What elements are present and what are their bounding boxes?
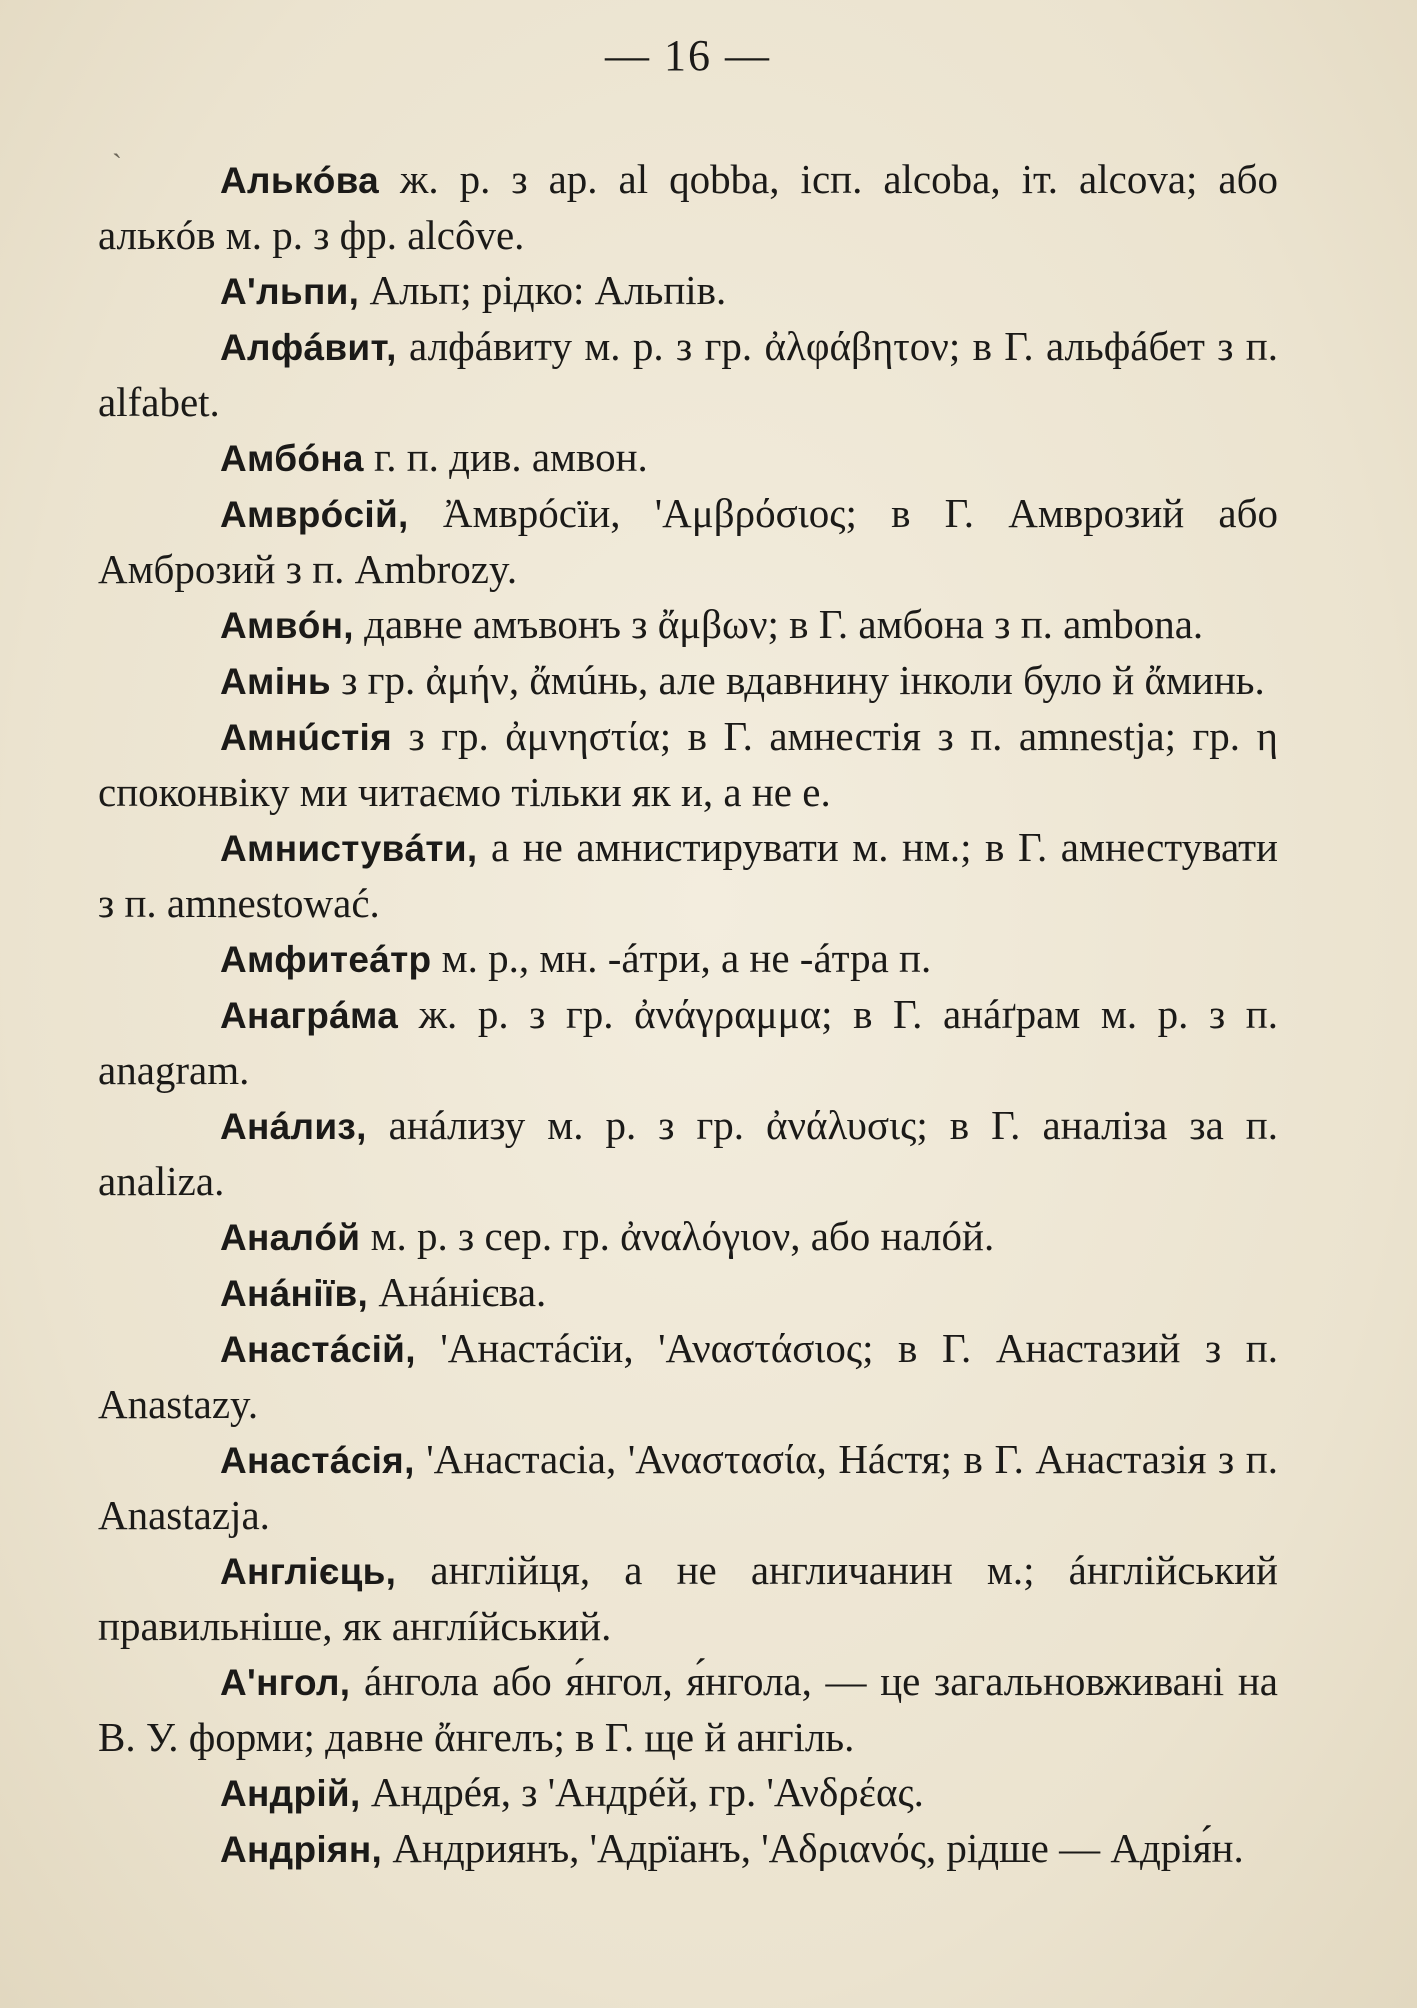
dictionary-entry — [98, 319, 1278, 430]
entry-list — [98, 152, 1278, 1877]
entry-headword: Алфáвит, — [220, 327, 397, 368]
entry-definition: ж. р. з гр. ἀνάγραμμα; в Г. анáґрам м. р. з п. anagram. — [98, 991, 1278, 1093]
entry-headword: Анастáсія, — [220, 1440, 415, 1481]
entry-headword: Амбóна — [220, 438, 364, 479]
dictionary-entry — [98, 653, 1278, 709]
dictionary-entry — [98, 1321, 1278, 1432]
entry-definition: Андрéя, з 'Андрéй, гр. 'Ανδρέας. — [360, 1769, 924, 1815]
entry-definition: Ἀмврóсїи, 'Αμβρόσιος; в Г. Амврозий або Амброзий з п. Ambrozy. — [98, 490, 1278, 592]
entry-definition: Анáнієва. — [368, 1269, 547, 1315]
entry-headword: Амвóн, — [220, 605, 354, 646]
entry-headword: Анáніїв, — [220, 1273, 369, 1314]
entry-headword: Амнúстія — [220, 717, 393, 758]
entry-definition: Андриянъ, 'Адрïанъ, 'Αδριανός, рідше — Адрія́н. — [382, 1825, 1244, 1871]
entry-headword: Алькóва — [220, 160, 380, 201]
entry-definition: 'Анастасіа, 'Αναστασία, Нáстя; в Г. Анастазія з п. Anastazja. — [98, 1436, 1278, 1538]
entry-headword: Анастáсій, — [220, 1329, 416, 1370]
dictionary-entry — [98, 1209, 1278, 1265]
dictionary-entry — [98, 597, 1278, 653]
entry-definition: з гр. ἀμνηστία; в Г. амнестія з п. amnestja; гр. η споконвіку ми читаємо тільки як и, а не е. — [98, 713, 1278, 815]
entry-headword: Амфитеáтр — [220, 939, 432, 980]
entry-headword: Аналóй — [220, 1217, 361, 1258]
entry-headword: Амінь — [220, 661, 331, 702]
entry-headword: Амврóсій, — [220, 494, 409, 535]
margin-mark: ` — [112, 148, 122, 181]
entry-definition: давне амъвонъ з ἄμβων; в Г. амбона з п. ambona. — [353, 601, 1204, 647]
dictionary-entry — [98, 709, 1278, 820]
entry-definition: англійця, а не англичанин м.; áнглійський правильніше, як англíйський. — [98, 1547, 1278, 1649]
entry-headword: Андрій, — [220, 1773, 361, 1814]
dictionary-entry — [98, 152, 1278, 263]
page-number: — 16 — — [605, 31, 771, 80]
dictionary-entry — [98, 1543, 1278, 1654]
entry-definition: áнгола або я́нгол, я́нгола, — це загальновживані на В. У. форми; давне ἄнгелъ; в Г. ще й ангіль. — [98, 1658, 1278, 1760]
entry-definition: г. п. див. амвон. — [363, 434, 648, 480]
dictionary-page — [98, 20, 1278, 1877]
entry-definition: алфáвиту м. р. з гр. ἀλφάβητον; в Г. альфáбет з п. alfabet. — [98, 323, 1278, 425]
dictionary-entry — [98, 1765, 1278, 1821]
dictionary-entry — [98, 987, 1278, 1098]
dictionary-entry — [98, 1265, 1278, 1321]
entry-definition: 'Анастáсїи, 'Αναστάσιος; в Г. Анастазий з п. Anastazy. — [98, 1325, 1278, 1427]
dictionary-entry — [98, 1098, 1278, 1209]
dictionary-entry — [98, 820, 1278, 931]
dictionary-entry — [98, 931, 1278, 987]
entry-headword: Анагрáма — [220, 995, 399, 1036]
dictionary-entry — [98, 1432, 1278, 1543]
entry-definition: Альп; рідко: Альпів. — [359, 267, 727, 313]
entry-headword: Андріян, — [220, 1829, 383, 1870]
entry-definition: а не амнистирувати м. нм.; в Г. амнестувати з п. amnestować. — [98, 824, 1278, 926]
dictionary-entry — [98, 430, 1278, 486]
dictionary-entry — [98, 1821, 1278, 1877]
entry-headword: Англієць, — [220, 1551, 397, 1592]
entry-headword: Амнистувáти, — [220, 828, 478, 869]
entry-definition: ж. р. з ар. al qobba, ісп. alcoba, іт. alcova; або алькóв м. р. з фр. alcôve. — [98, 156, 1278, 258]
entry-headword: А'нгол, — [220, 1662, 351, 1703]
dictionary-entry — [98, 486, 1278, 597]
entry-definition: анáлизу м. р. з гр. ἀνάλυσις; в Г. аналіза за п. analiza. — [98, 1102, 1278, 1204]
dictionary-entry — [98, 263, 1278, 319]
entry-definition: м. р. з сер. гр. ἀναλόγιον, або налóй. — [360, 1213, 995, 1259]
entry-headword: Анáлиз, — [220, 1106, 367, 1147]
entry-definition: м. р., мн. -áтри, а не -áтра п. — [431, 935, 932, 981]
dictionary-entry — [98, 1654, 1278, 1765]
entry-headword: А'льпи, — [220, 271, 360, 312]
entry-definition: з гр. ἀμήν, ἄмúнь, але вдавнину інколи було й ἄминь. — [330, 657, 1265, 703]
